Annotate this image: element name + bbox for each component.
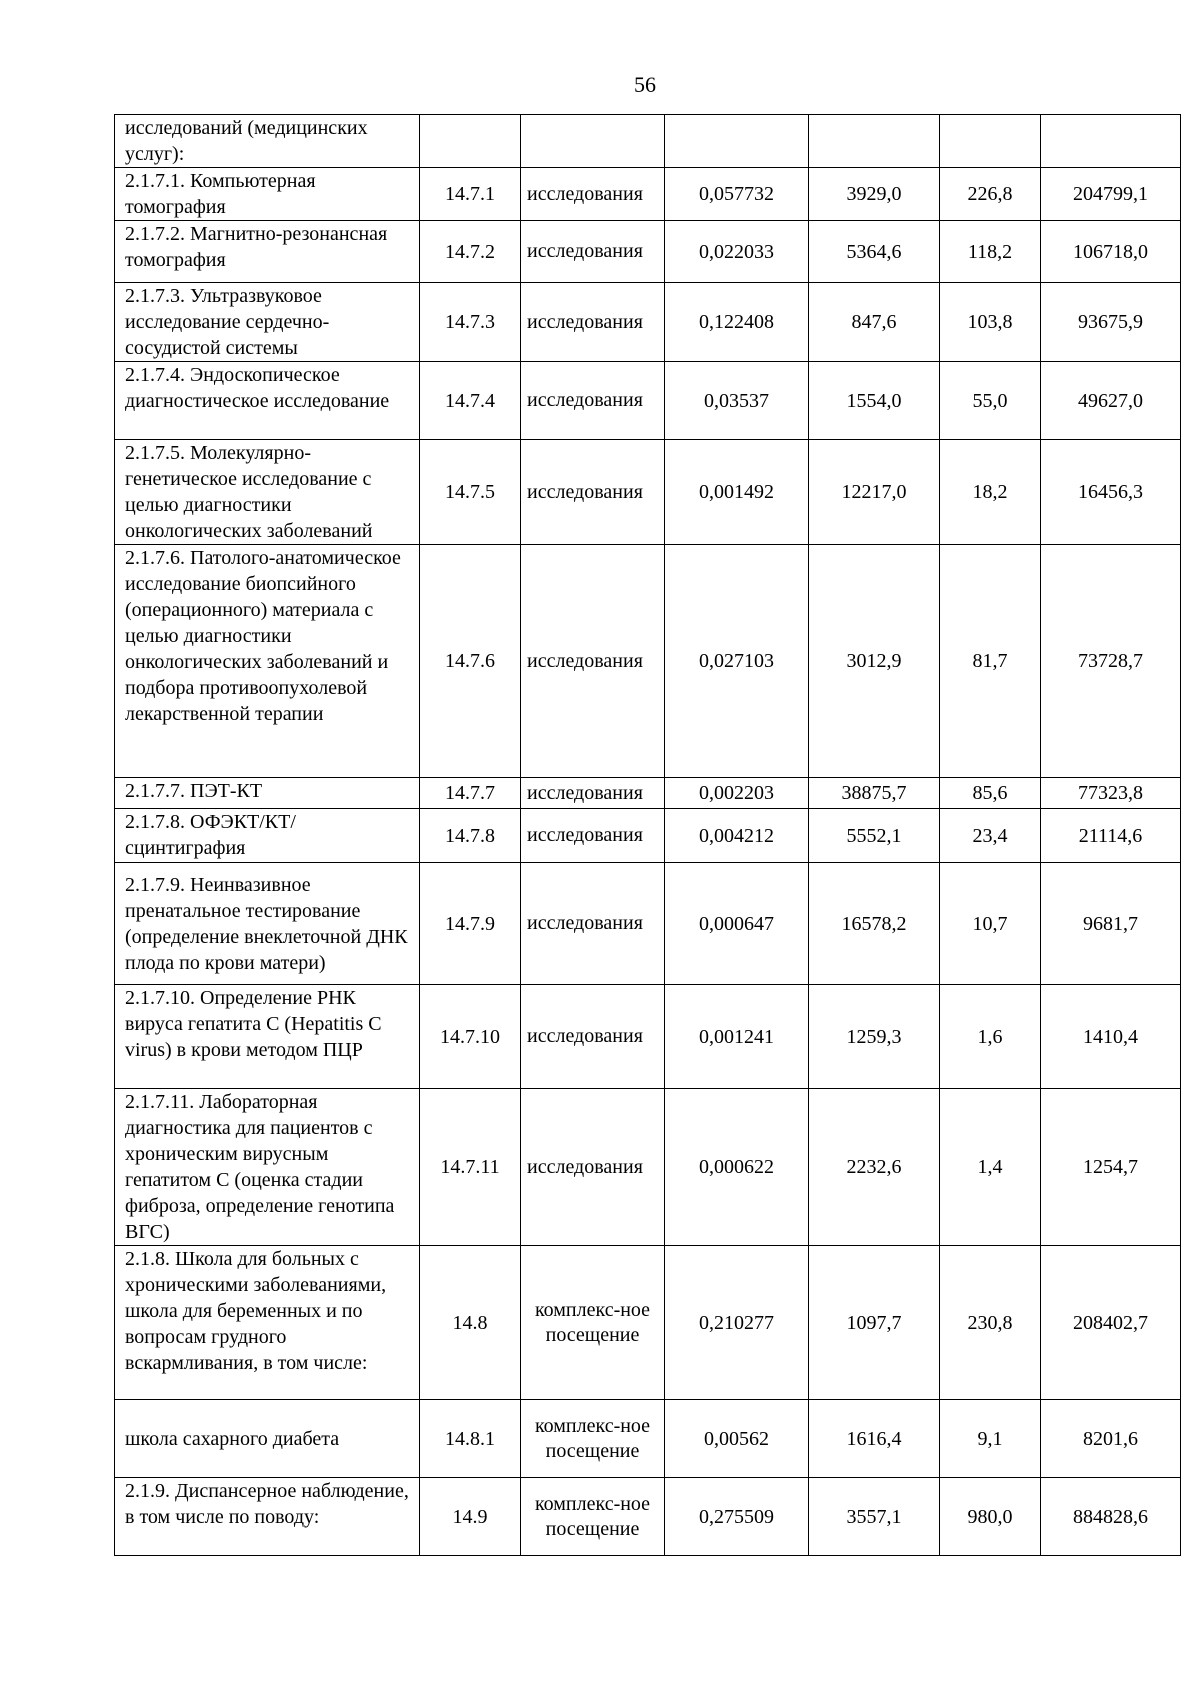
table-row bbox=[115, 115, 1181, 168]
cost-cell: 1097,7 bbox=[809, 1246, 940, 1400]
per-capita-cell: 81,7 bbox=[940, 545, 1041, 778]
per-capita-cell: 10,7 bbox=[940, 863, 1041, 985]
table-row bbox=[115, 221, 1181, 283]
norm-cell: 0,001492 bbox=[665, 440, 809, 545]
code-cell: 14.7.9 bbox=[420, 863, 521, 985]
unit-cell: исследования bbox=[521, 985, 665, 1089]
code-cell bbox=[420, 115, 521, 168]
per-capita-cell: 1,4 bbox=[940, 1089, 1041, 1246]
unit-cell: комплекс-ное посещение bbox=[521, 1478, 665, 1556]
norm-cell: 0,022033 bbox=[665, 221, 809, 283]
unit-cell: исследования bbox=[521, 221, 665, 283]
total-cell: 77323,8 bbox=[1041, 778, 1181, 809]
table-row bbox=[115, 863, 1181, 985]
total-cell: 21114,6 bbox=[1041, 809, 1181, 863]
code-cell: 14.7.4 bbox=[420, 362, 521, 440]
service-name: 2.1.7.6. Патолого-анатомическое исследование биопсийного (операционного) материала с целью диагностики онкологических заболеваний и подбора противоопухолевой лекарственной терапии bbox=[115, 545, 420, 778]
cost-cell: 1259,3 bbox=[809, 985, 940, 1089]
cost-cell: 3012,9 bbox=[809, 545, 940, 778]
code-cell: 14.7.1 bbox=[420, 168, 521, 221]
norm-cell: 0,00562 bbox=[665, 1400, 809, 1478]
per-capita-cell: 1,6 bbox=[940, 985, 1041, 1089]
unit-cell: исследования bbox=[521, 283, 665, 362]
norm-cell bbox=[665, 115, 809, 168]
cost-cell bbox=[809, 115, 940, 168]
unit-cell: исследования bbox=[521, 168, 665, 221]
table-row bbox=[115, 1400, 1181, 1478]
total-cell: 93675,9 bbox=[1041, 283, 1181, 362]
code-cell: 14.7.8 bbox=[420, 809, 521, 863]
per-capita-cell: 55,0 bbox=[940, 362, 1041, 440]
unit-cell bbox=[521, 115, 665, 168]
unit-cell: исследования bbox=[521, 863, 665, 985]
service-name: 2.1.7.5. Молекулярно-генетическое исследование с целью диагностики онкологических заболеваний bbox=[115, 440, 420, 545]
norm-cell: 0,275509 bbox=[665, 1478, 809, 1556]
norm-cell: 0,122408 bbox=[665, 283, 809, 362]
service-name: 2.1.7.10. Определение РНК вируса гепатита С (Hepatitis C virus) в крови методом ПЦР bbox=[115, 985, 420, 1089]
total-cell: 8201,6 bbox=[1041, 1400, 1181, 1478]
code-cell: 14.8.1 bbox=[420, 1400, 521, 1478]
table-row bbox=[115, 809, 1181, 863]
norm-cell: 0,027103 bbox=[665, 545, 809, 778]
total-cell: 1254,7 bbox=[1041, 1089, 1181, 1246]
service-name: 2.1.7.11. Лабораторная диагностика для пациентов с хроническим вирусным гепатитом С (оценка стадии фиброза, определение генотипа ВГС) bbox=[115, 1089, 420, 1246]
service-name: 2.1.7.1. Компьютерная томография bbox=[115, 168, 420, 221]
cost-cell: 38875,7 bbox=[809, 778, 940, 809]
service-name: школа сахарного диабета bbox=[115, 1400, 420, 1478]
unit-cell: комплекс-ное посещение bbox=[521, 1246, 665, 1400]
unit-cell: исследования bbox=[521, 440, 665, 545]
table-row bbox=[115, 985, 1181, 1089]
cost-cell: 3557,1 bbox=[809, 1478, 940, 1556]
cost-cell: 1616,4 bbox=[809, 1400, 940, 1478]
service-name: 2.1.8. Школа для больных с хроническими заболеваниями, школа для беременных и по вопросам грудного вскармливания, в том числе: bbox=[115, 1246, 420, 1400]
cost-cell: 3929,0 bbox=[809, 168, 940, 221]
table-row bbox=[115, 778, 1181, 809]
cost-cell: 12217,0 bbox=[809, 440, 940, 545]
table-row bbox=[115, 1246, 1181, 1400]
cost-cell: 1554,0 bbox=[809, 362, 940, 440]
total-cell: 106718,0 bbox=[1041, 221, 1181, 283]
per-capita-cell: 103,8 bbox=[940, 283, 1041, 362]
cost-cell: 2232,6 bbox=[809, 1089, 940, 1246]
per-capita-cell: 118,2 bbox=[940, 221, 1041, 283]
norm-cell: 0,004212 bbox=[665, 809, 809, 863]
per-capita-cell: 9,1 bbox=[940, 1400, 1041, 1478]
unit-cell: исследования bbox=[521, 809, 665, 863]
table-row bbox=[115, 362, 1181, 440]
table-row bbox=[115, 440, 1181, 545]
total-cell: 204799,1 bbox=[1041, 168, 1181, 221]
per-capita-cell: 23,4 bbox=[940, 809, 1041, 863]
norm-cell: 0,000622 bbox=[665, 1089, 809, 1246]
cost-cell: 16578,2 bbox=[809, 863, 940, 985]
service-name: исследований (медицинских услуг): bbox=[115, 115, 420, 168]
unit-cell: исследования bbox=[521, 778, 665, 809]
per-capita-cell: 226,8 bbox=[940, 168, 1041, 221]
norm-cell: 0,002203 bbox=[665, 778, 809, 809]
unit-cell: исследования bbox=[521, 362, 665, 440]
cost-cell: 5364,6 bbox=[809, 221, 940, 283]
table-row bbox=[115, 168, 1181, 221]
per-capita-cell: 18,2 bbox=[940, 440, 1041, 545]
code-cell: 14.7.3 bbox=[420, 283, 521, 362]
unit-cell: комплекс-ное посещение bbox=[521, 1400, 665, 1478]
code-cell: 14.9 bbox=[420, 1478, 521, 1556]
total-cell: 16456,3 bbox=[1041, 440, 1181, 545]
code-cell: 14.7.11 bbox=[420, 1089, 521, 1246]
table-row bbox=[115, 1089, 1181, 1246]
service-name: 2.1.7.9. Неинвазивное пренатальное тестирование (определение внеклеточной ДНК плода по крови матери) bbox=[115, 863, 420, 985]
table-row bbox=[115, 545, 1181, 778]
service-name: 2.1.7.7. ПЭТ-КТ bbox=[115, 778, 420, 809]
total-cell bbox=[1041, 115, 1181, 168]
code-cell: 14.7.5 bbox=[420, 440, 521, 545]
unit-cell: исследования bbox=[521, 1089, 665, 1246]
unit-cell: исследования bbox=[521, 545, 665, 778]
total-cell: 884828,6 bbox=[1041, 1478, 1181, 1556]
service-name: 2.1.7.3. Ультразвуковое исследование сердечно-сосудистой системы bbox=[115, 283, 420, 362]
cost-cell: 5552,1 bbox=[809, 809, 940, 863]
per-capita-cell: 230,8 bbox=[940, 1246, 1041, 1400]
norm-cell: 0,03537 bbox=[665, 362, 809, 440]
code-cell: 14.7.10 bbox=[420, 985, 521, 1089]
norm-cell: 0,210277 bbox=[665, 1246, 809, 1400]
code-cell: 14.7.2 bbox=[420, 221, 521, 283]
service-name: 2.1.7.4. Эндоскопическое диагностическое исследование bbox=[115, 362, 420, 440]
total-cell: 208402,7 bbox=[1041, 1246, 1181, 1400]
service-name: 2.1.9. Диспансерное наблюдение, в том числе по поводу: bbox=[115, 1478, 420, 1556]
norm-cell: 0,057732 bbox=[665, 168, 809, 221]
total-cell: 49627,0 bbox=[1041, 362, 1181, 440]
standards-table bbox=[114, 114, 1181, 1556]
code-cell: 14.7.6 bbox=[420, 545, 521, 778]
per-capita-cell: 980,0 bbox=[940, 1478, 1041, 1556]
code-cell: 14.7.7 bbox=[420, 778, 521, 809]
table-row bbox=[115, 1478, 1181, 1556]
cost-cell: 847,6 bbox=[809, 283, 940, 362]
code-cell: 14.8 bbox=[420, 1246, 521, 1400]
total-cell: 73728,7 bbox=[1041, 545, 1181, 778]
table-row bbox=[115, 283, 1181, 362]
total-cell: 9681,7 bbox=[1041, 863, 1181, 985]
total-cell: 1410,4 bbox=[1041, 985, 1181, 1089]
norm-cell: 0,000647 bbox=[665, 863, 809, 985]
page-number: 56 bbox=[634, 72, 656, 97]
norm-cell: 0,001241 bbox=[665, 985, 809, 1089]
per-capita-cell: 85,6 bbox=[940, 778, 1041, 809]
service-name: 2.1.7.2. Магнитно-резонансная томография bbox=[115, 221, 420, 283]
service-name: 2.1.7.8. ОФЭКТ/КТ/сцинтиграфия bbox=[115, 809, 420, 863]
per-capita-cell bbox=[940, 115, 1041, 168]
